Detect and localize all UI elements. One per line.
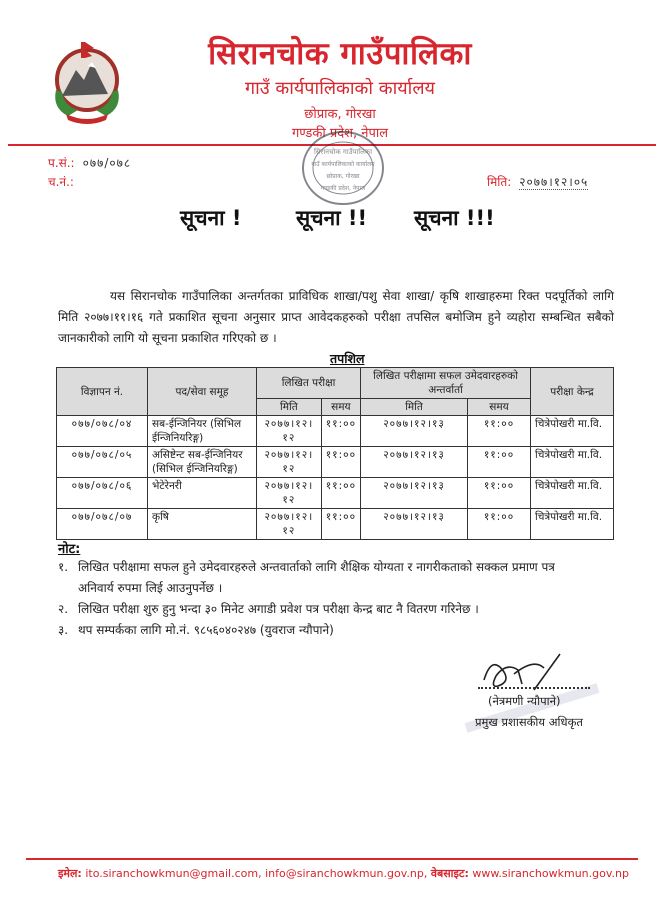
cell-interview-date: २०७७।१२।१३ — [361, 447, 468, 478]
table-row — [57, 416, 614, 447]
cell-written-date: २०७७।१२।१२ — [257, 509, 322, 540]
header-exam-centre: परीक्षा केन्द्र — [531, 368, 614, 416]
cell-post: असिष्टेन्ट सब-ईन्जिनियर (सिभिल ईन्जिनियरिङ्ग) — [148, 447, 257, 478]
signatory-position: प्रमुख प्रशासकीय अधिकृत — [475, 715, 583, 729]
office-title: गाउँ कार्यपालिकाको कार्यालय — [245, 78, 435, 99]
municipality-title: सिरानचोक गाउँपालिका — [208, 36, 472, 72]
ref-date — [487, 173, 588, 190]
cell-interview-date: २०७७।१२।१३ — [361, 478, 468, 509]
signature-icon — [474, 650, 564, 698]
header-interview: लिखित परीक्षामा सफल उमेदवारहरुको अन्तर्वार्ता — [361, 368, 531, 399]
header-written-exam: लिखित परीक्षा — [257, 368, 361, 399]
note-text: लिखित परीक्षा शुरु हुनु भन्दा ३० मिनेट अगाडी प्रवेश पत्र परीक्षा केन्द्र बाट नै वितरण गरिनेछ । — [78, 602, 479, 616]
note-number: २. — [58, 602, 69, 616]
footer-email-label: इमेल: — [58, 867, 82, 880]
cell-centre: चित्रेपोखरी मा.वि. — [531, 416, 614, 447]
notice-heading-2: सूचना !! — [296, 206, 368, 230]
cell-interview-date: २०७७।१२।१३ — [361, 416, 468, 447]
table-row — [57, 478, 614, 509]
header-interview-time: समय — [468, 399, 531, 416]
cell-written-time: ११:०० — [321, 509, 360, 540]
header-interview-date: मिति — [361, 399, 468, 416]
note-text: लिखित परीक्षामा सफल हुने उमेदवारहरुले अन्तवार्ताको लागि शैक्षिक योग्यता र नागरीकताको सक्कल प्रमाण पत्र — [78, 560, 555, 574]
header-written-time: समय — [321, 399, 360, 416]
footer-contact — [58, 866, 648, 881]
cell-written-date: २०७७।१२।१२ — [257, 447, 322, 478]
stamp-line-4: गण्डकी प्रदेश, नेपाल — [320, 185, 366, 192]
header-written-date: मिति — [257, 399, 322, 416]
cell-interview-time: ११:०० — [468, 447, 531, 478]
cell-centre: चित्रेपोखरी मा.वि. — [531, 509, 614, 540]
note-text: थप सम्पर्कका लागि मो.नं. ९८५६०४०२४७ (युवराज न्यौपाने) — [78, 623, 334, 637]
notes-title: नोट: — [58, 542, 81, 557]
ref-ps-value: ०७७/०७८ — [82, 156, 132, 170]
cell-interview-date: २०७७।१२।१३ — [361, 509, 468, 540]
notice-heading-3: सूचना !!! — [414, 206, 495, 230]
note-item-1 — [58, 557, 618, 599]
cell-interview-time: ११:०० — [468, 416, 531, 447]
cell-written-time: ११:०० — [321, 416, 360, 447]
cell-ad-no: ०७७/०७८/०७ — [57, 509, 148, 540]
header-post: पद/सेवा समूह — [148, 368, 257, 416]
ref-ps-label: प.सं.: — [48, 156, 75, 170]
notice-heading-1: सूचना ! — [180, 206, 242, 230]
cell-ad-no: ०७७/०७८/०४ — [57, 416, 148, 447]
cell-interview-time: ११:०० — [468, 509, 531, 540]
footer-divider — [26, 858, 638, 860]
note-continuation: अनिवार्य रुपमा लिई आउनुपर्नेछ । — [78, 581, 223, 595]
address-line-2: गण्डकी प्रदेश, नेपाल — [291, 126, 389, 141]
footer-website[interactable]: www.siranchowkmun.gov.np — [472, 867, 629, 880]
cell-post: भेटेरेनरी — [148, 478, 257, 509]
ref-date-value: २०७७।१२।०५ — [519, 175, 589, 189]
notice-body: यस सिरानचोक गाउँपालिका अन्तर्गतका प्राविधिक शाखा/पशु सेवा शाखा/ कृषि शाखाहरुमा रिक्त पदपूर्तिको लागि मिति २०७७।११।१६ गते प्रकाशित सूचना अनुसार प्राप्त आवेदकहरुको परीक्षा तपसिल बमोजिम हुने व्यहोरा सम्बन्धित सबैको जानकारीको लागि यो सूचना प्रकाशित गरिएको छ । — [58, 289, 614, 345]
table-row — [57, 509, 614, 540]
cell-written-time: ११:०० — [321, 447, 360, 478]
ref-cn — [48, 173, 82, 190]
note-item-2 — [58, 599, 618, 620]
stamp-line-2: गाउँ कार्यपालिकाको कार्यालय — [311, 161, 375, 168]
stamp-line-1: सिरानचोक गाउँपालिका — [313, 148, 373, 156]
stamp-line-3: छोप्राक, गोरखा — [326, 173, 360, 180]
footer-emails[interactable]: ito.siranchowkmun@gmail.com, info@siranchowkmun.gov.np, — [85, 867, 428, 880]
table-row — [57, 447, 614, 478]
schedule-title: तपशिल — [330, 351, 365, 366]
ref-ps — [48, 154, 131, 171]
cell-written-date: २०७७।१२।१२ — [257, 416, 322, 447]
ref-cn-label: च.नं.: — [48, 175, 74, 189]
office-stamp-icon — [300, 128, 386, 208]
cell-ad-no: ०७७/०७८/०६ — [57, 478, 148, 509]
cell-interview-time: ११:०० — [468, 478, 531, 509]
header-ad-no: विज्ञापन नं. — [57, 368, 148, 416]
note-number: १. — [58, 560, 69, 574]
signature-line — [478, 687, 590, 689]
note-number: ३. — [58, 623, 69, 637]
signatory-name: (नेत्रमणी न्यौपाने) — [488, 694, 561, 708]
cell-post: कृषि — [148, 509, 257, 540]
cell-centre: चित्रेपोखरी मा.वि. — [531, 478, 614, 509]
footer-web-label: वेबसाइट: — [430, 867, 469, 880]
cell-ad-no: ०७७/०७८/०५ — [57, 447, 148, 478]
cell-centre: चित्रेपोखरी मा.वि. — [531, 447, 614, 478]
ref-date-label: मिति: — [487, 175, 512, 189]
cell-post: सब-ईन्जिनियर (सिभिल ईन्जिनियरिङ्ग) — [148, 416, 257, 447]
exam-schedule-table — [56, 367, 614, 540]
note-item-3 — [58, 620, 618, 641]
address-line-1: छोप्राक, गोरखा — [304, 107, 376, 122]
nepal-emblem-icon — [48, 38, 126, 124]
cell-written-date: २०७७।१२।१२ — [257, 478, 322, 509]
cell-written-time: ११:०० — [321, 478, 360, 509]
